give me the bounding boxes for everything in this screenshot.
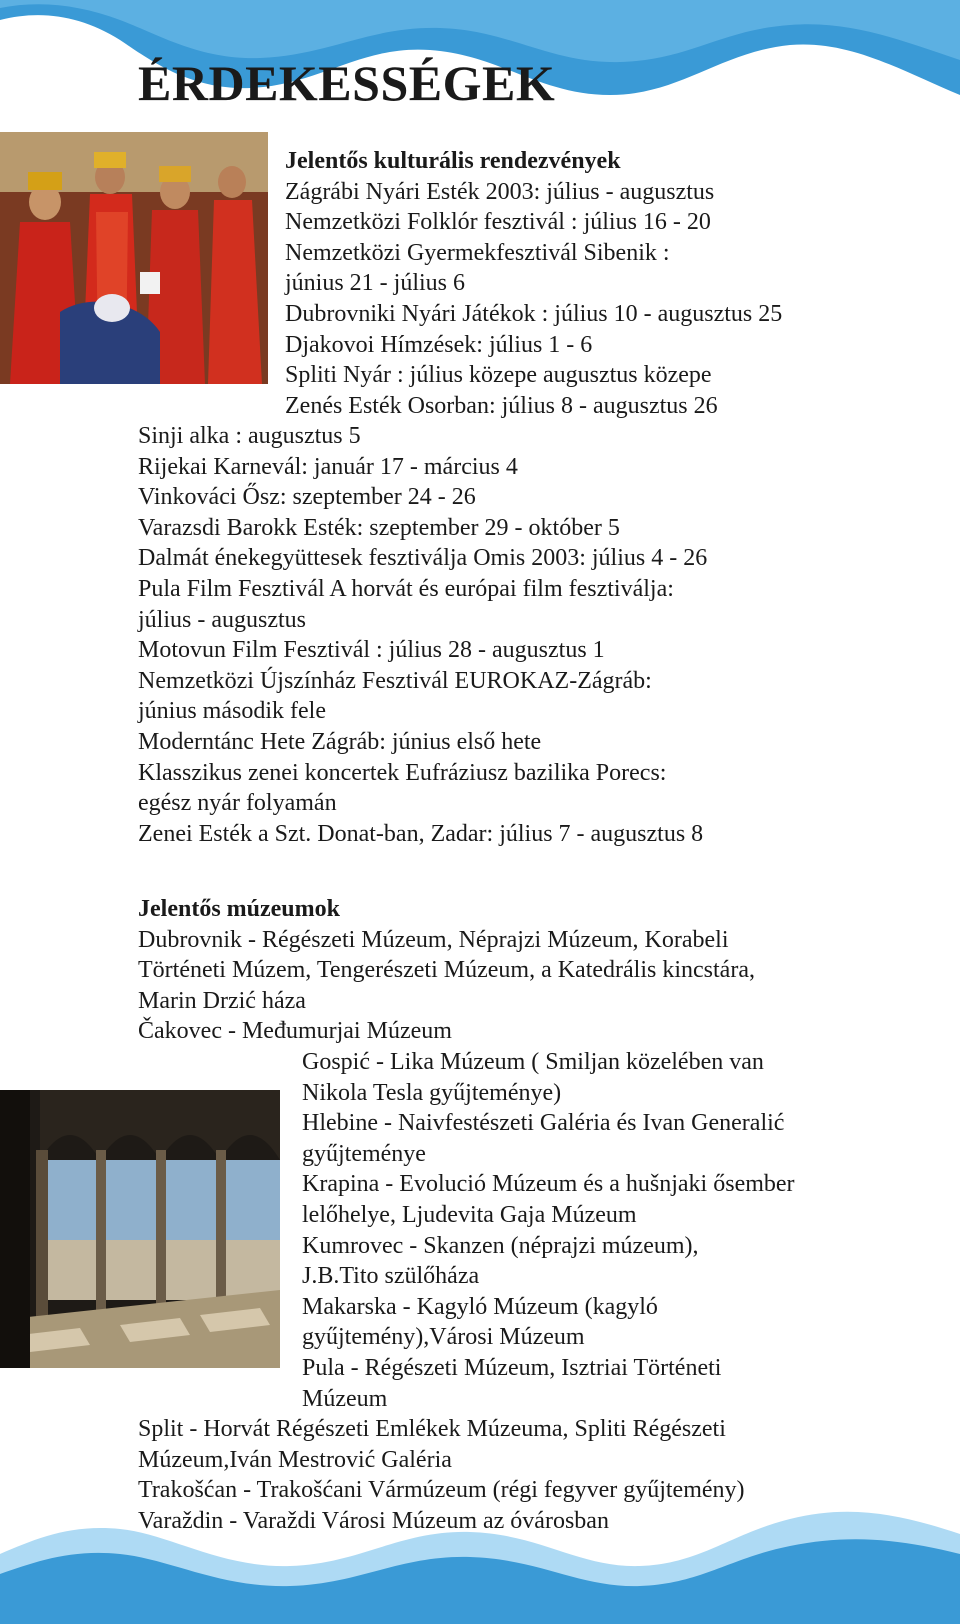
museum-line: Múzeum,Iván Mestrović Galéria [138,1446,452,1473]
museum-line: gyűjtemény),Városi Múzeum [302,1324,585,1351]
museum-line: Dubrovnik - Régészeti Múzeum, Néprajzi Múzeum, Korabeli [138,926,729,953]
museum-line: Hlebine - Naivfestészeti Galéria és Ivan Generalić [302,1110,785,1137]
event-line: Dalmát énekegyüttesek fesztiválja Omis 2003: július 4 - 26 [138,545,708,572]
event-line: Nemzetközi Gyermekfesztivál Sibenik : [285,239,670,266]
event-line: Sinji alka : augusztus 5 [138,423,361,449]
event-line: Dubrovniki Nyári Játékok : július 10 - augusztus 25 [285,300,783,327]
event-line: Spliti Nyár : július közepe augusztus közepe [285,362,712,389]
museum-line: Makarska - Kagyló Múzeum (kagyló [302,1293,658,1320]
museum-line: Kumrovec - Skanzen (néprajzi múzeum), [302,1232,699,1259]
event-line: Pula Film Fesztivál A horvát és európai film fesztiválja: [138,575,674,602]
museum-line: Nikola Tesla gyűjteménye) [302,1079,562,1106]
museum-line: Gospić - Lika Múzeum ( Smiljan közelében van [302,1049,764,1075]
event-line: Motovun Film Fesztivál : július 28 - augusztus 1 [138,637,605,664]
event-line: június 21 - július 6 [285,270,466,297]
museum-line: Varaždin - Varaždi Városi Múzeum az óvárosban [138,1507,609,1534]
event-line: Zenei Esték a Szt. Donat-ban, Zadar: július 7 - augusztus 8 [138,820,704,847]
event-line: Zenés Esték Osorban: július 8 - augusztus 26 [285,392,718,419]
event-line: Moderntánc Hete Zágráb: június első hete [138,728,542,755]
event-line: július - augusztus [138,606,306,633]
page-title: ÉRDEKESSÉGEK [138,55,556,111]
event-line: egész nyár folyamán [138,790,337,817]
museums-section-bottom [138,1414,745,1536]
event-line: Nemzetközi Folklór fesztivál : július 16 - 20 [285,209,711,236]
museum-line: Trakošćan - Trakošćani Vármúzeum (régi fegyver gyűjtemény) [138,1477,745,1504]
event-line: Djakovoi Hímzések: július 1 - 6 [285,331,593,358]
museum-line: Krapina - Evolució Múzeum és a hušnjaki ősember [302,1171,795,1198]
cloister-photo [0,1090,280,1368]
museum-line: Múzeum [302,1385,388,1412]
museums-section-top [138,894,755,1047]
event-line: Varazsdi Barokk Esték: szeptember 29 - október 5 [138,514,620,541]
events-section-top [285,146,782,421]
folk-festival-photo [0,132,268,384]
museum-line: gyűjteménye [302,1140,426,1167]
event-line: Zágrábi Nyári Esték 2003: július - augusztus [285,178,715,205]
event-line: Klasszikus zenei koncertek Eufráziusz bazilika Porecs: [138,759,667,786]
museum-line: Čakovec - Međumurjai Múzeum [138,1018,452,1045]
event-line: Vinkováci Ősz: szeptember 24 - 26 [138,484,476,511]
museum-line: Pula - Régészeti Múzeum, Isztriai Történeti [302,1354,722,1381]
museum-line: Split - Horvát Régészeti Emlékek Múzeuma, Spliti Régészeti [138,1416,726,1442]
museum-line: J.B.Tito szülőháza [302,1263,480,1290]
museums-section-middle [302,1047,795,1414]
museums-heading: Jelentős múzeumok [138,896,340,922]
events-section-list [138,421,707,849]
events-heading: Jelentős kulturális rendezvények [285,148,621,174]
event-line: június második fele [138,698,326,725]
museum-line: lelőhelye, Ljudevita Gaja Múzeum [302,1201,637,1228]
event-line: Rijekai Karnevál: január 17 - március 4 [138,453,518,480]
museum-line: Történeti Múzem, Tengerészeti Múzeum, a Katedrális kincstára, [138,957,755,984]
museum-line: Marin Drzić háza [138,987,306,1014]
event-line: Nemzetközi Újszínház Fesztivál EUROKAZ-Zágráb: [138,667,652,694]
